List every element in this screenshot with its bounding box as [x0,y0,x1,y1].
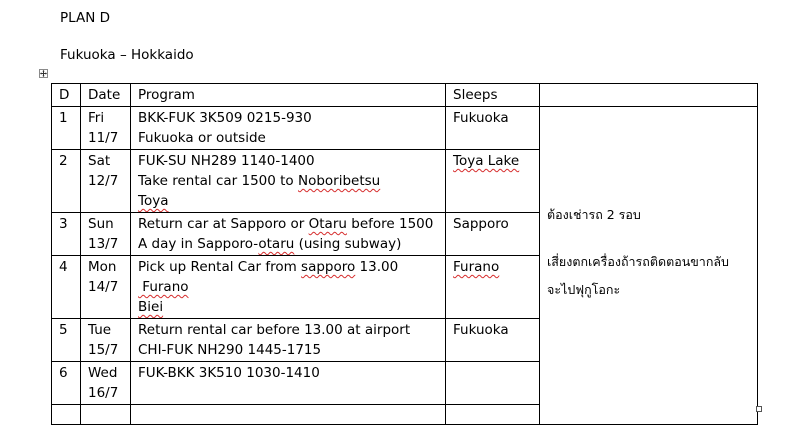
note-line-2: เสี่ยงตกเครื่องถ้ารถติดตอนขากลับ [547,254,729,269]
date-cell: Fri 11/7 [81,107,131,150]
day-cell: 6 [52,362,81,405]
program-cell: BKK-FUK 3K509 0215-930 Fukuoka or outside [131,107,446,150]
day-cell: 4 [52,256,81,319]
program-cell: Pick up Rental Car from sapporo 13.00 Furano Biei [131,256,446,319]
sleeps-cell: Fukuoka [446,319,540,362]
empty-cell [52,405,81,425]
note-line-1: ต้องเช่ารถ 2 รอบ [547,207,641,222]
table-resize-handle[interactable] [756,406,762,412]
header-sleeps: Sleeps [446,84,540,107]
day-cell: 3 [52,213,81,256]
program-cell: Return rental car before 13.00 at airport CHI-FUK NH290 1445-1715 [131,319,446,362]
date-cell: Sat 12/7 [81,150,131,213]
header-program: Program [131,84,446,107]
date-cell: Sun 13/7 [81,213,131,256]
program-cell: FUK-SU NH289 1140-1400 Take rental car 1500 to Noboribetsu Toya [131,150,446,213]
route-title: Fukuoka – Hokkaido [60,47,194,63]
day-cell: 1 [52,107,81,150]
header-day: D [52,84,81,107]
header-notes [540,84,758,107]
notes-cell [540,107,758,425]
sleeps-cell: Furano [446,256,540,319]
program-cell: FUK-BKK 3K510 1030-1410 [131,362,446,405]
itinerary-table [51,83,758,425]
program-cell: Return car at Sapporo or Otaru before 1500 A day in Sapporo-otaru (using subway) [131,213,446,256]
header-date: Date [81,84,131,107]
date-cell: Tue 15/7 [81,319,131,362]
table-move-handle-icon[interactable] [39,69,48,78]
note-line-3: จะไปฟุกูโอกะ [547,282,621,297]
date-cell: Mon 14/7 [81,256,131,319]
table-row [52,107,758,150]
sleeps-cell: Fukuoka [446,107,540,150]
empty-cell [81,405,131,425]
sleeps-cell [446,362,540,405]
plan-title: PLAN D [60,10,110,26]
table-header-row [52,84,758,107]
day-cell: 5 [52,319,81,362]
day-cell: 2 [52,150,81,213]
empty-cell [131,405,446,425]
empty-cell [446,405,540,425]
sleeps-cell: Sapporo [446,213,540,256]
date-cell: Wed 16/7 [81,362,131,405]
sleeps-cell: Toya Lake [446,150,540,213]
